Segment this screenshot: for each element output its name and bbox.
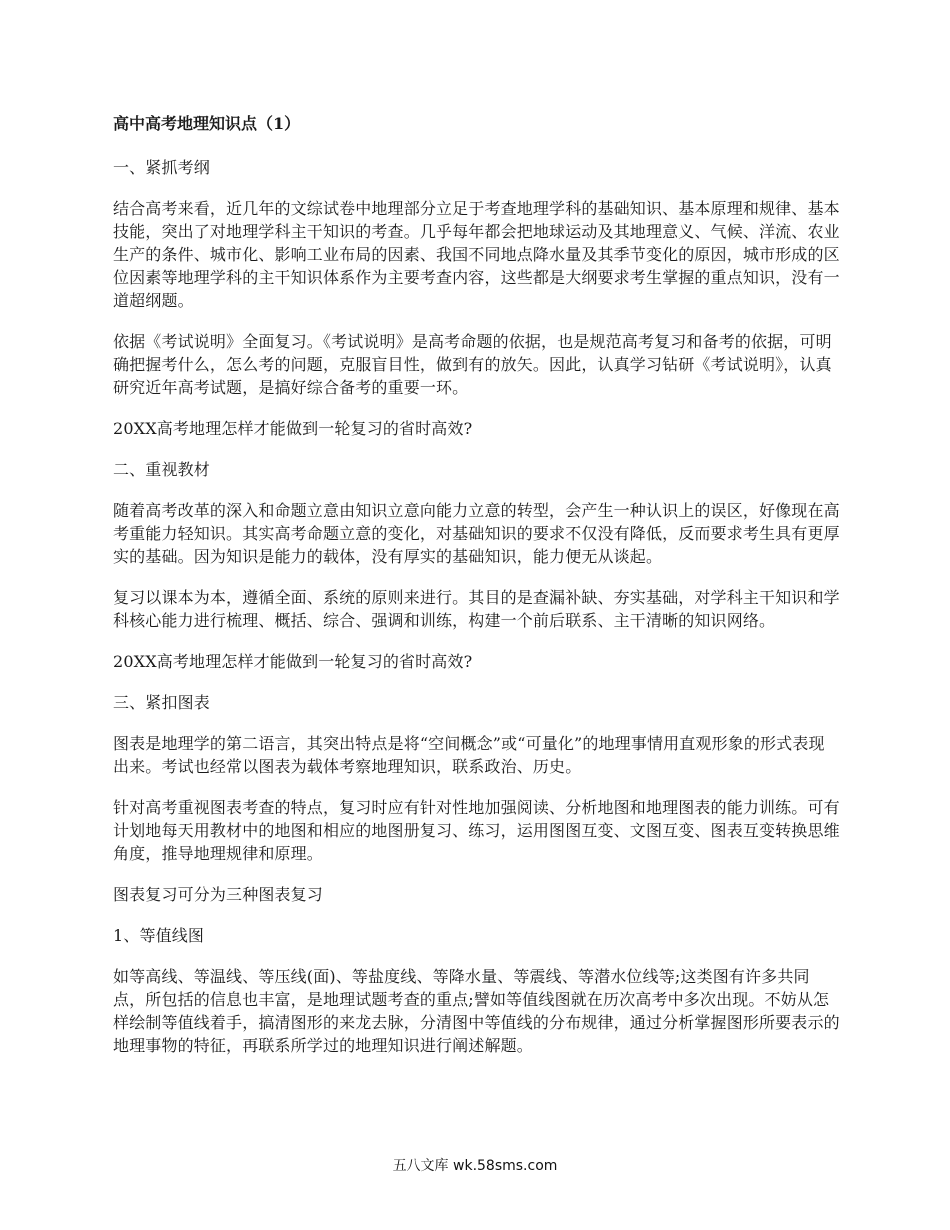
paragraph: 图表是地理学的第二语言，其突出特点是将“空间概念”或“可量化”的地理事情用直观形象的形式表现出来。考试也经常以图表为载体考察地理知识，联系政治、历史。 (113, 734, 825, 776)
document-title: 高中高考地理知识点（1） (113, 114, 301, 133)
paragraph: 依据《考试说明》全面复习。《考试说明》是高考命题的依据，也是规范高考复习和备考的依据，可明确把握考什么，怎么考的问题，克服盲目性，做到有的放矢。因此，认真学习钻研《考试说明》，认真研究近年高考试题，是搞好综合备考的重要一环。 (113, 332, 832, 397)
paragraph: 结合高考来看，近几年的文综试卷中地理部分立足于考查地理学科的基础知识、基本原理和规律、基本技能，突出了对地理学科主干知识的考查。几乎每年都会把地球运动及其地理意义、气候、洋流、农业生产的条件、城市化、影响工业布局的因素、我国不同地点降水量及其季节变化的原因，城市形成的区位因素等地理学科的主干知识体系作为主要考查内容，这些都是大纲要求考生掌握的重点知识，没有一道超纲题。 (113, 199, 840, 310)
paragraph: 随着高考改革的深入和命题立意由知识立意向能力立意的转型，会产生一种认识上的误区，好像现在高考重能力轻知识。其实高考命题立意的变化，对基础知识的要求不仅没有降低，反而要求考生具有更厚实的基础。因为知识是能力的载体，没有厚实的基础知识，能力便无从谈起。 (113, 501, 840, 566)
paragraph: 针对高考重视图表考查的特点，复习时应有针对性地加强阅读、分析地图和地理图表的能力训练。可有计划地每天用教材中的地图和相应的地图册复习、练习，运用图图互变、文图互变、图表互变转换思维角度，推导地理规律和原理。 (113, 798, 840, 863)
paragraph: 图表复习可分为三种图表复习 (113, 885, 323, 904)
section-heading-3: 三、紧扣图表 (113, 693, 210, 712)
section-heading-2: 二、重视教材 (113, 460, 210, 479)
paragraph: 20XX高考地理怎样才能做到一轮复习的省时高效? (113, 419, 473, 438)
footer-watermark: 五八文库 wk.58sms.com (392, 1158, 558, 1174)
paragraph: 复习以课本为本，遵循全面、系统的原则来进行。其目的是查漏补缺、夯实基础，对学科主干知识和学科核心能力进行梳理、概括、综合、强调和训练，构建一个前后联系、主干清晰的知识网络。 (113, 588, 840, 630)
paragraph: 20XX高考地理怎样才能做到一轮复习的省时高效? (113, 652, 473, 671)
paragraph: 如等高线、等温线、等压线(面)、等盐度线、等降水量、等震线、等潜水位线等;这类图有许多共同点，所包括的信息也丰富，是地理试题考查的重点;譬如等值线图就在历次高考中多次出现。不妨从怎样绘制等值线着手，搞清图形的来龙去脉，分清图中等值线的分布规律，通过分析掌握图形所要表示的地理事物的特征，再联系所学过的地理知识进行阐述解题。 (113, 967, 840, 1055)
section-heading-1: 一、紧抓考纲 (113, 158, 210, 177)
subsection-heading: 1、等值线图 (113, 926, 205, 945)
document-body (113, 110, 840, 1075)
